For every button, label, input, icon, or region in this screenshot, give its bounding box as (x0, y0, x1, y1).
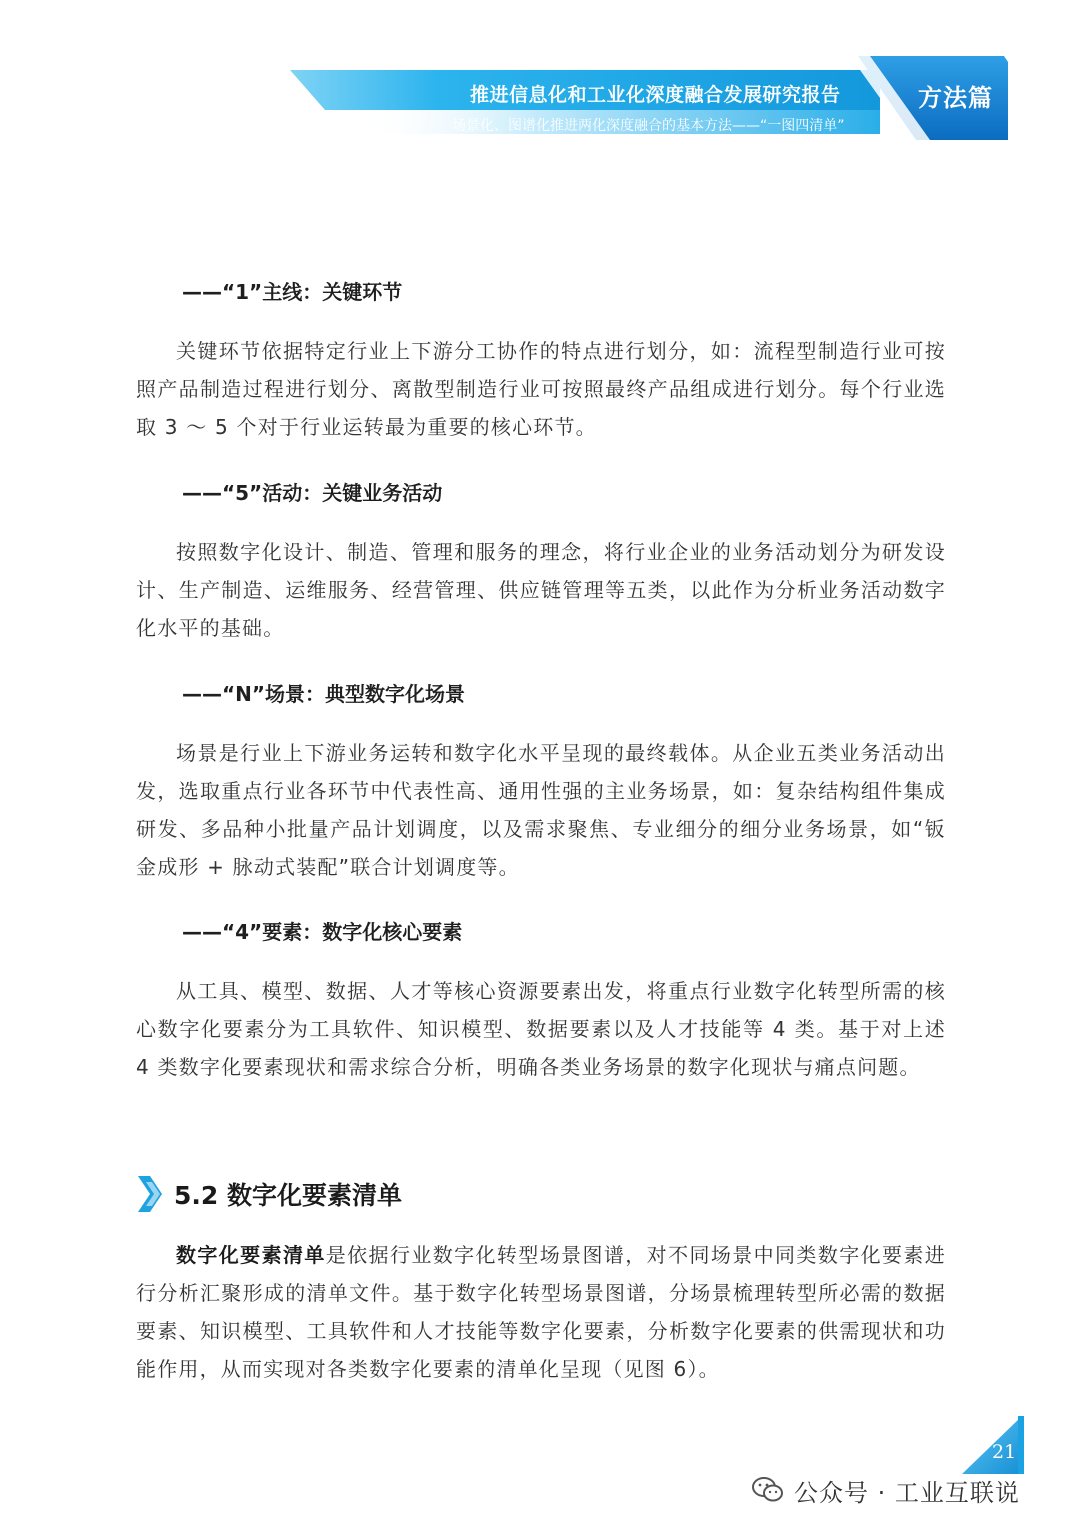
paragraph-activities: 按照数字化设计、制造、管理和服务的理念，将行业企业的业务活动划分为研发设计、生产制造、运维服务、经营管理、供应链管理等五类，以此作为分析业务活动数字化水平的基础。 (136, 540, 946, 640)
section-label: 方法篇 (918, 84, 993, 112)
subheading-activities: ——“5”活动：关键业务活动 (182, 481, 443, 505)
page-number: 21 (992, 1441, 1017, 1463)
paragraph-element-list-text: 是依据行业数字化转型场景图谱，对不同场景中同类数字化要素进行分析汇聚形成的清单文件。基于数字化转型场景图谱，分场景梳理转型所必需的数据要素、知识模型、工具软件和人才技能等数字化要素，分析数字化要素的供需现状和功能作用，从而实现对各类数字化要素的清单化呈现（见图 6）。 (136, 1243, 946, 1381)
paragraph-element-list (136, 1236, 946, 1388)
paragraph-elements: 从工具、模型、数据、人才等核心资源要素出发，将重点行业数字化转型所需的核心数字化要素分为工具软件、知识模型、数据要素以及人才技能等 4 类。基于对上述 4 类数字化要素现状和需求综合分析，明确各类业务场景的数字化现状与痛点问题。 (136, 979, 946, 1079)
wechat-watermark (752, 1470, 1020, 1510)
section-title: 5.2 数字化要素清单 (174, 1181, 402, 1210)
page-header (0, 0, 1080, 160)
paragraph-scenes: 场景是行业上下游业务运转和数字化水平呈现的最终载体。从企业五类业务活动出发，选取重点行业各环节中代表性高、通用性强的主业务场景，如：复杂结构组件集成研发、多品种小批量产品计划调度，以及需求聚焦、专业细分的细分业务场景，如“钣金成形 + 脉动式装配”联合计划调度等。 (136, 741, 946, 879)
subheading-scenes: ——“N”场景：典型数字化场景 (182, 682, 466, 706)
chevron-right-icon (136, 1174, 164, 1214)
section-heading (136, 1172, 402, 1216)
report-title: 推进信息化和工业化深度融合发展研究报告 (470, 84, 841, 106)
paragraph-key-links: 关键环节依据特定行业上下游分工协作的特点进行划分，如：流程型制造行业可按照产品制造过程进行划分、离散型制造行业可按照最终产品组成进行划分。每个行业选取 3 ～ 5 个对于行业运转最为重要的核心环节。 (136, 339, 946, 439)
term-bold: 数字化要素清单 (176, 1243, 326, 1267)
wechat-icon (752, 1476, 784, 1504)
subheading-main-line: ——“1”主线：关键环节 (182, 280, 403, 304)
subheading-elements: ——“4”要素：数字化核心要素 (182, 920, 463, 944)
header-subtitle: 场景化、图谱化推进两化深度融合的基本方法——“一图四清单” (452, 118, 845, 134)
wechat-label: 公众号 · 工业互联说 (794, 1478, 1020, 1507)
